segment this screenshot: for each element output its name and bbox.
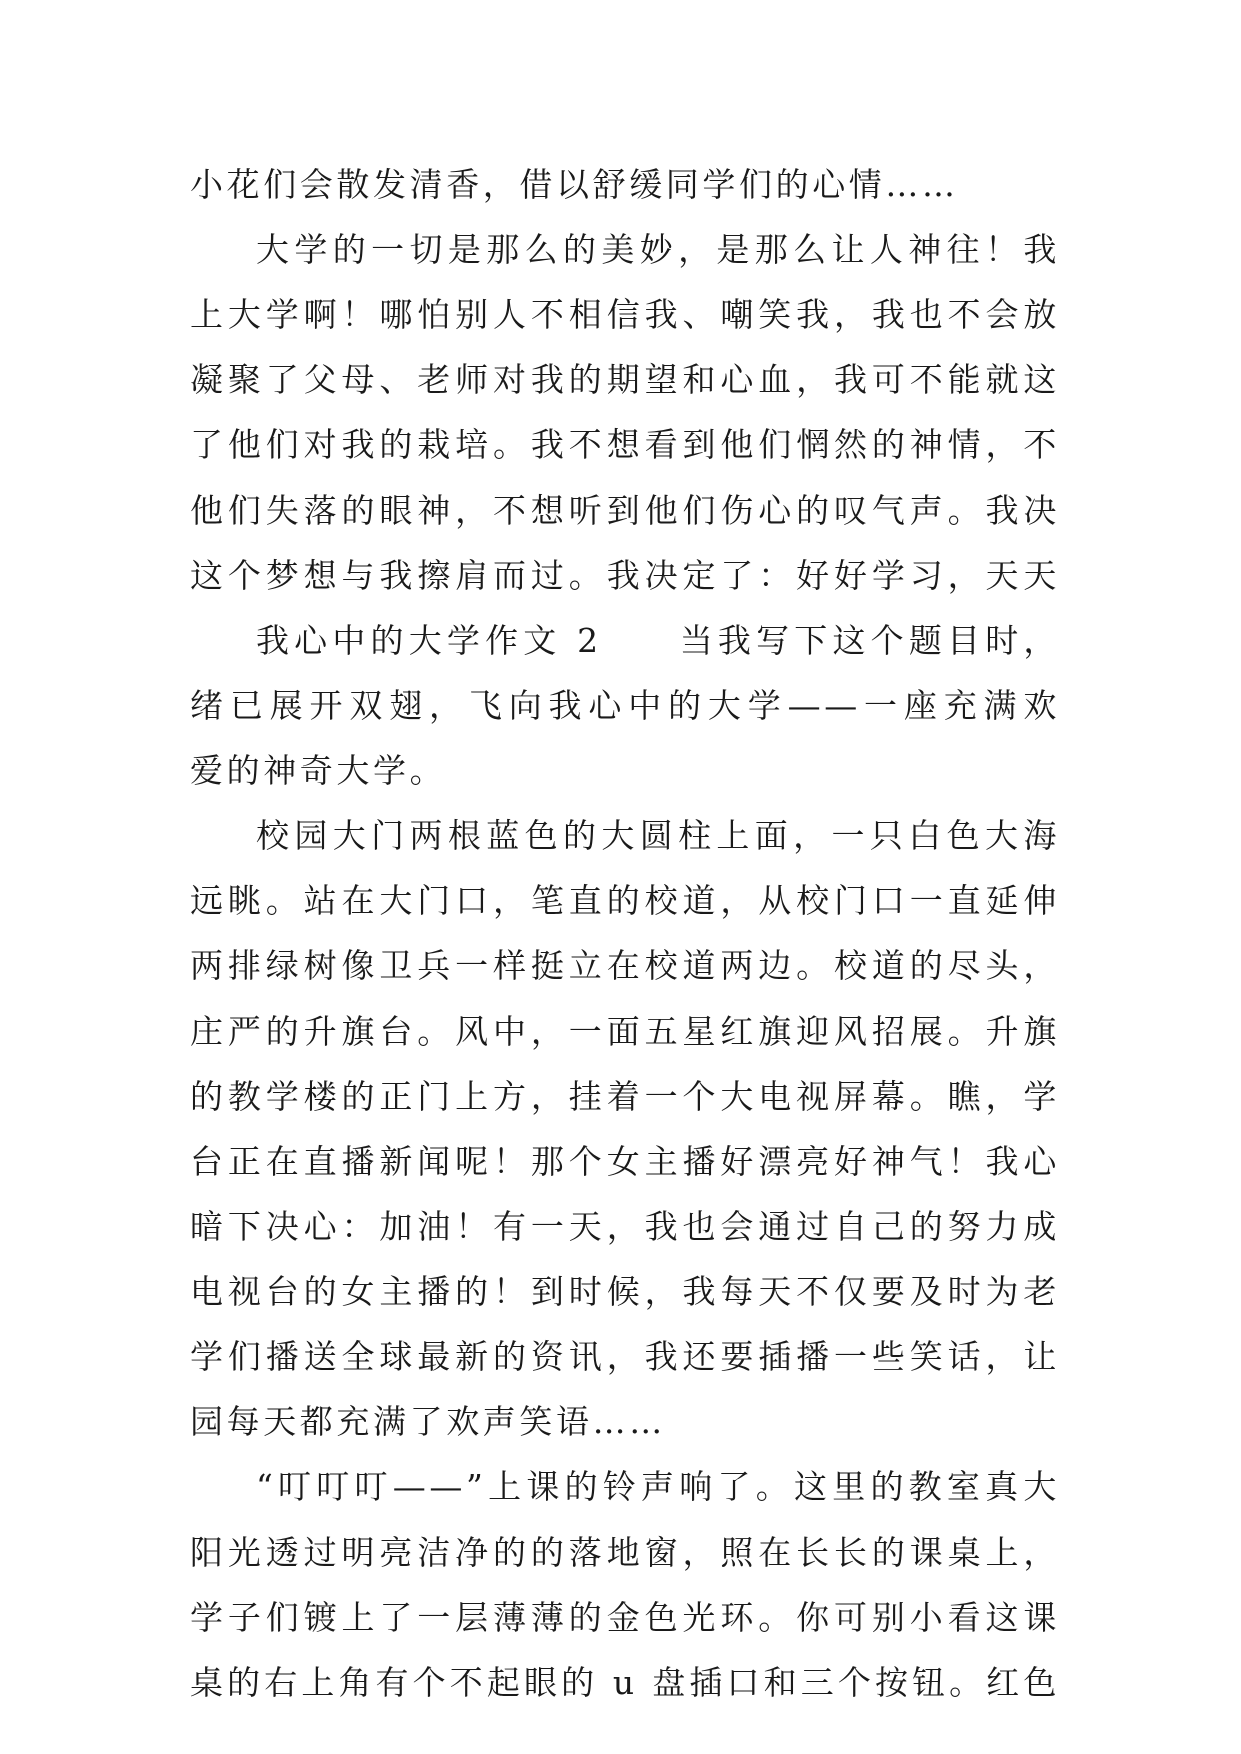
text-line: 这个梦想与我擦肩而过。我决定了：好好学习，天天	[190, 556, 1060, 595]
text-line: 上大学啊！哪怕别人不相信我、嘲笑我，我也不会放	[190, 295, 1060, 334]
text-line: 台正在直播新闻呢！那个女主播好漂亮好神气！我心	[190, 1142, 1060, 1181]
text-line: 学们播送全球最新的资讯，我还要插播一些笑话，让	[190, 1337, 1060, 1376]
text-line: 我心中的大学作文 2 当我写下这个题目时，	[256, 621, 1060, 660]
text-line: 小花们会散发清香，借以舒缓同学们的心情……	[190, 165, 959, 204]
text-line: 暗下决心：加油！有一天，我也会通过自己的努力成	[190, 1207, 1060, 1246]
text-line: 爱的神奇大学。	[190, 751, 447, 790]
text-line: 校园大门两根蓝色的大圆柱上面，一只白色大海	[256, 816, 1060, 855]
text-line: 了他们对我的栽培。我不想看到他们惘然的神情，不	[190, 425, 1060, 464]
text-line: 园每天都充满了欢声笑语……	[190, 1402, 666, 1441]
text-line: 他们失落的眼神，不想听到他们伤心的叹气声。我决	[190, 491, 1060, 530]
text-line: 两排绿树像卫兵一样挺立在校道两边。校道的尽头，	[190, 946, 1060, 985]
text-line: “叮叮叮——”上课的铃声响了。这里的教室真大	[256, 1467, 1060, 1506]
text-line: 的教学楼的正门上方，挂着一个大电视屏幕。瞧，学	[190, 1077, 1060, 1116]
text-line: 凝聚了父母、老师对我的期望和心血，我可不能就这	[190, 360, 1060, 399]
text-line: 绪已展开双翅，飞向我心中的大学——一座充满欢	[190, 686, 1060, 725]
text-line: 阳光透过明亮洁净的的落地窗，照在长长的课桌上，	[190, 1533, 1060, 1572]
text-line: 庄严的升旗台。风中，一面五星红旗迎风招展。升旗	[190, 1012, 1060, 1051]
text-line: 电视台的女主播的！到时候，我每天不仅要及时为老	[190, 1272, 1060, 1311]
text-line: 学子们镀上了一层薄薄的金色光环。你可别小看这课	[190, 1598, 1060, 1637]
text-line: 远眺。站在大门口，笔直的校道，从校门口一直延伸	[190, 881, 1060, 920]
text-line: 桌的右上角有个不起眼的 u 盘插口和三个按钮。红色	[190, 1663, 1060, 1702]
text-line: 大学的一切是那么的美妙，是那么让人神往！我	[256, 230, 1060, 269]
